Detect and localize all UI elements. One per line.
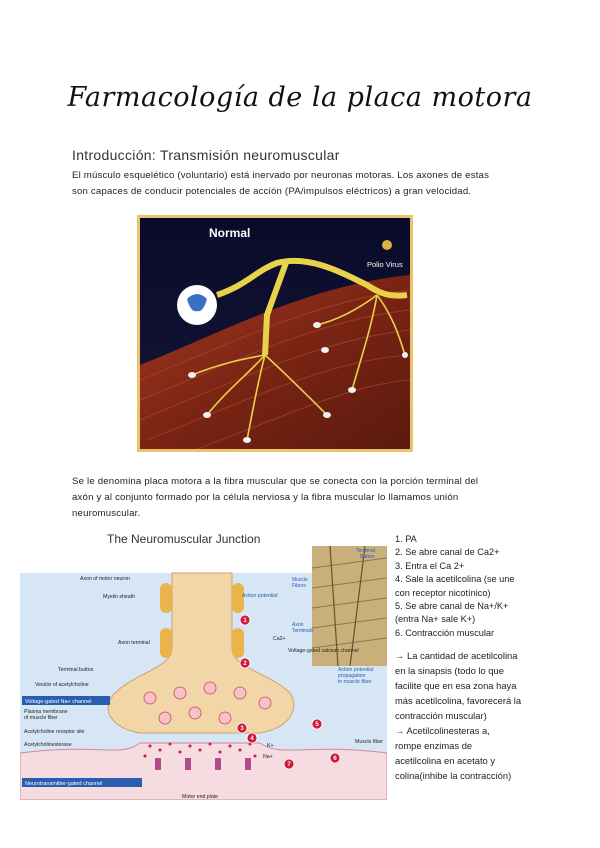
svg-text:K+: K+ <box>267 743 274 749</box>
placa-line-3: neuromuscular. <box>72 508 141 519</box>
steps-list <box>395 533 535 640</box>
svg-text:Acetylcholine receptor site: Acetylcholine receptor site <box>24 729 85 735</box>
nmj-title: The Neuromuscular Junction <box>107 532 261 546</box>
svg-text:Axon of motor neuron: Axon of motor neuron <box>80 576 130 582</box>
svg-text:Terminal: Terminal <box>356 548 375 554</box>
step-item: 2. Se abre canal de Ca2+ <box>395 547 500 558</box>
svg-text:Voltage-gated Na+ channel: Voltage-gated Na+ channel <box>25 699 92 705</box>
step-item: 5. Se abre canal de Na+/K+ <box>395 601 509 612</box>
note-line: rompe enzimas de <box>395 740 473 751</box>
svg-text:7: 7 <box>287 762 291 768</box>
svg-text:in muscle fiber: in muscle fiber <box>338 679 372 685</box>
note-line: colina(inhibe la contracción) <box>395 770 512 781</box>
svg-text:Vesicle of acetylcholine: Vesicle of acetylcholine <box>35 682 89 688</box>
svg-text:Muscle: Muscle <box>292 577 308 583</box>
neuromuscular-junction-figure <box>20 528 387 800</box>
svg-text:Axon: Axon <box>292 622 304 628</box>
svg-text:Muscle fiber: Muscle fiber <box>355 739 383 745</box>
intro-line-1: El músculo esquelético (voluntario) está inervado por neuronas motoras. Los axones de estas <box>72 170 490 181</box>
svg-text:Button: Button <box>360 554 375 560</box>
svg-text:Axon terminal: Axon terminal <box>118 640 150 646</box>
svg-text:propagation: propagation <box>338 673 366 679</box>
polio-virus-label: Polio Virus <box>367 260 403 269</box>
svg-text:Action potential: Action potential <box>242 593 278 599</box>
notes-block <box>395 648 540 783</box>
placa-line-1: Se le denomina placa motora a la fibra muscular que se conecta con la porción terminal del <box>72 476 479 487</box>
svg-text:Voltage-gated calcium channel: Voltage-gated calcium channel <box>288 648 359 654</box>
svg-text:1: 1 <box>243 618 247 624</box>
normal-label: Normal <box>209 226 251 240</box>
svg-text:Acetylcholinesterase: Acetylcholinesterase <box>24 742 72 748</box>
section-heading: Introducción: Transmisión neuromuscular <box>72 147 340 163</box>
svg-text:3: 3 <box>240 726 244 732</box>
svg-text:Na+: Na+ <box>263 754 273 760</box>
svg-text:6: 6 <box>333 756 337 762</box>
note-line: más acetilcolina, favorecerá la <box>395 695 522 706</box>
page-title: Farmacología de la placa motora <box>67 82 533 113</box>
svg-text:Action potential: Action potential <box>338 667 374 673</box>
step-item: 1. PA <box>395 534 417 544</box>
polio-virus-icon <box>382 240 392 250</box>
svg-text:Neurotransmitter-gated channel: Neurotransmitter-gated channel <box>25 781 103 787</box>
svg-text:4: 4 <box>250 736 254 742</box>
note-line: acetilcolina en acetato y <box>395 755 496 766</box>
step-item: 3. Entra el Ca 2+ <box>395 560 465 571</box>
svg-text:Fibers: Fibers <box>292 583 306 589</box>
step-item: 4. Sale la acetilcolina (se une <box>395 574 515 585</box>
note-line: → Acetilcolinesteras a, <box>395 725 490 736</box>
step-item: 6. Contracción muscular <box>395 627 495 638</box>
svg-text:of muscle fiber: of muscle fiber <box>24 715 58 721</box>
svg-text:2: 2 <box>243 661 247 667</box>
note-line: contracción muscular) <box>395 710 487 721</box>
step-item: (entra Na+ sale K+) <box>395 614 476 625</box>
note-line: en la sinapsis (todo lo que <box>395 665 504 676</box>
svg-text:Plasma membrane: Plasma membrane <box>24 709 68 715</box>
step-item: con receptor nicotínico) <box>395 587 491 598</box>
intro-paragraph <box>72 168 532 200</box>
nerve-muscle-figure <box>137 215 413 452</box>
svg-text:Motor end plate: Motor end plate <box>182 794 219 800</box>
note-line: → La cantidad de acetilcolina <box>395 650 518 661</box>
placa-line-2: axón y al conjunto formado por la célula nerviosa y la fibra muscular lo llamamos unión <box>72 492 459 503</box>
placa-motora-paragraph <box>72 474 532 522</box>
note-line: facilite que en esa zona haya <box>395 680 517 691</box>
svg-text:Myelin sheath: Myelin sheath <box>103 594 136 600</box>
svg-text:Terminal button: Terminal button <box>58 667 94 673</box>
svg-text:Ca2+: Ca2+ <box>273 636 286 642</box>
svg-text:5: 5 <box>315 722 319 728</box>
svg-text:Terminals: Terminals <box>292 628 314 634</box>
intro-line-2: son capaces de conducir potenciales de acción (PA/impulsos eléctricos) a gran velocidad. <box>72 186 472 197</box>
